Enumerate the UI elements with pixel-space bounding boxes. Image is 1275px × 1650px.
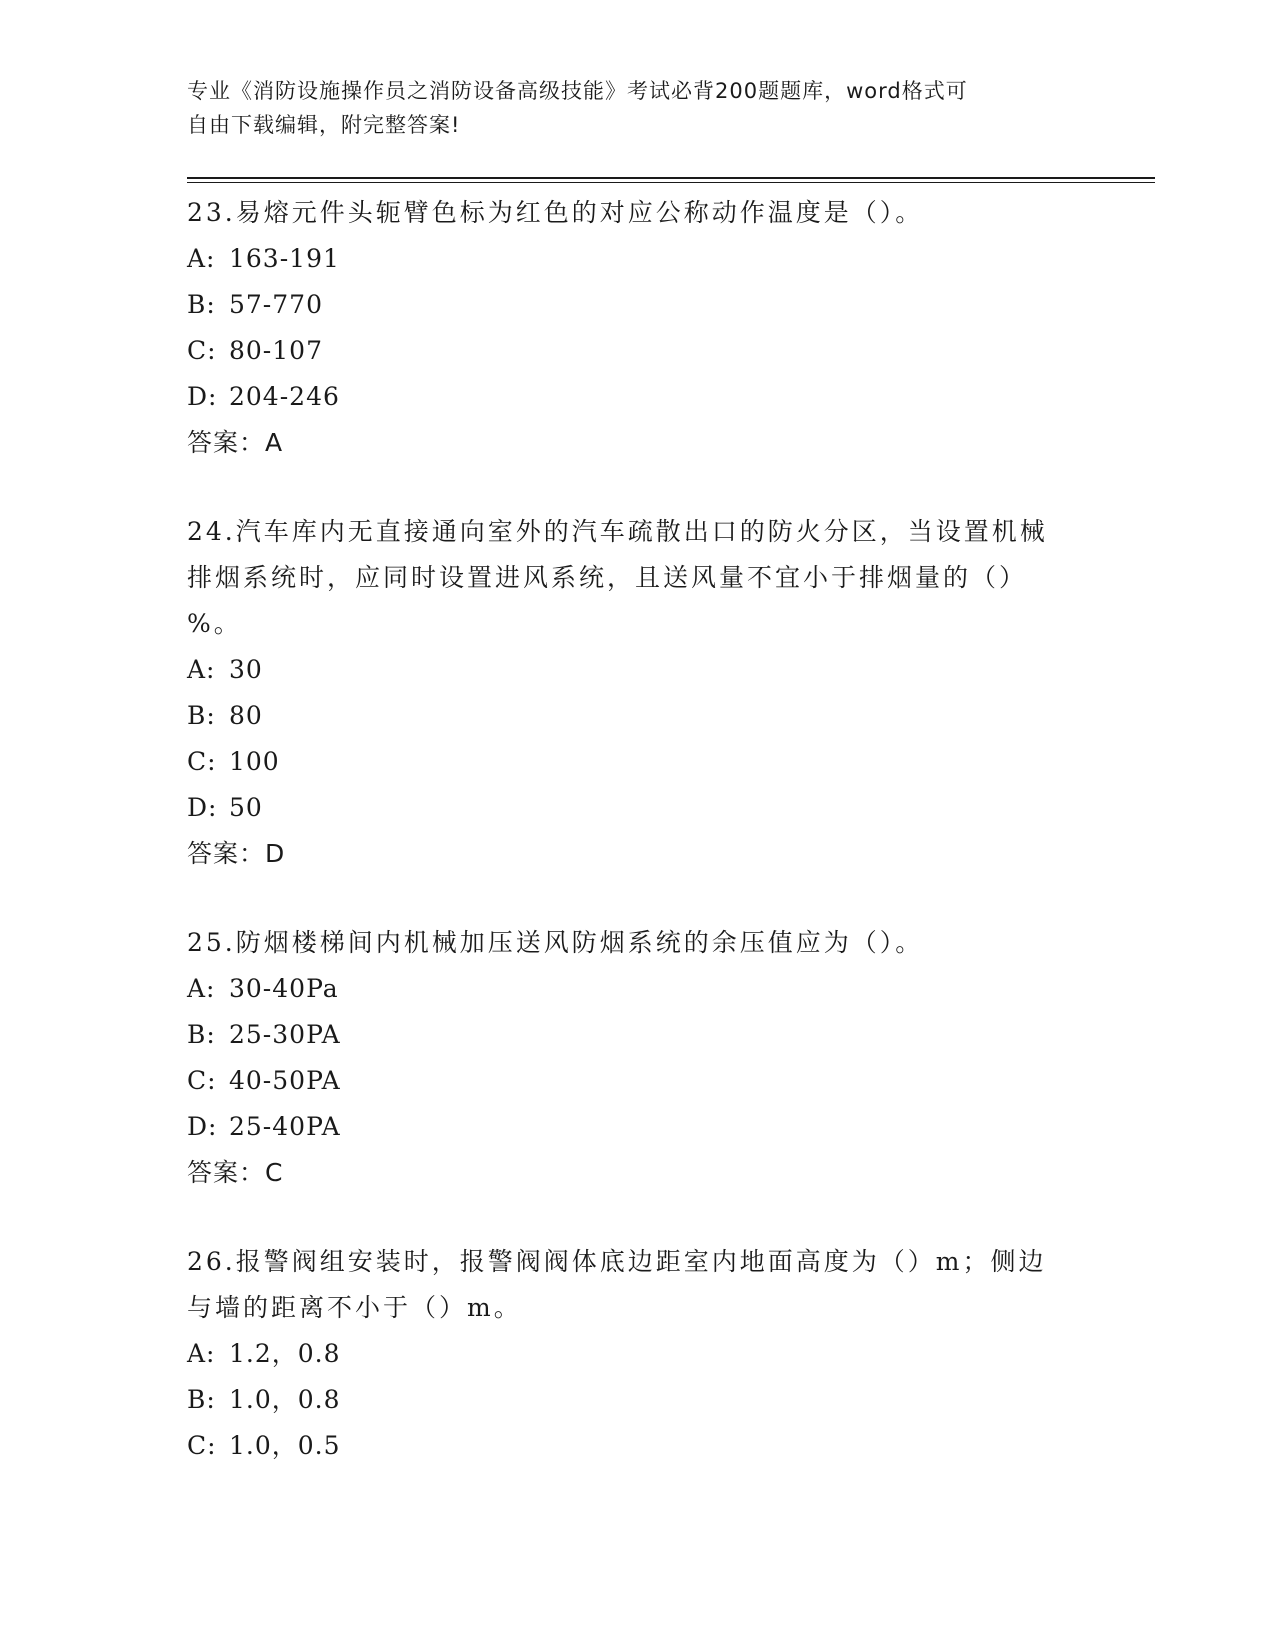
option-text: 50 [229, 793, 263, 822]
answer-line: 答案：D [187, 839, 286, 868]
option-d [187, 1104, 1087, 1150]
header-divider-thin [187, 182, 1155, 183]
option-text: 80-107 [229, 336, 323, 365]
question-stem: 26.报警阀组安装时，报警阀阀体底边距室内地面高度为（）m；侧边与墙的距离不小于（）m。 [187, 1247, 1047, 1322]
option-key: D: [187, 1112, 218, 1141]
option-key: D: [187, 793, 218, 822]
option-b [187, 693, 1087, 739]
question-stem: 24.汽车库内无直接通向室外的汽车疏散出口的防火分区，当设置机械排烟系统时，应同时设置进风系统，且送风量不宜小于排烟量的（）%。 [187, 517, 1048, 638]
option-text: 1.0，0.5 [229, 1431, 341, 1460]
answer-line: 答案：A [187, 428, 284, 457]
option-text: 1.2，0.8 [229, 1339, 341, 1368]
answer-line: 答案：C [187, 1158, 284, 1187]
option-text: 163-191 [229, 244, 340, 273]
header-line-1: 专业《消防设施操作员之消防设备高级技能》考试必背200题题库，word格式可 [187, 79, 968, 103]
option-c [187, 328, 1087, 374]
option-c [187, 1058, 1087, 1104]
option-key: B: [187, 290, 216, 319]
option-key: A: [187, 1339, 216, 1368]
option-d [187, 785, 1087, 831]
question-24 [187, 509, 1087, 877]
option-key: A: [187, 655, 216, 684]
option-text: 1.0，0.8 [229, 1385, 341, 1414]
question-list [187, 190, 1087, 1512]
option-key: C: [187, 747, 217, 776]
option-d [187, 374, 1087, 420]
header-divider-thick [187, 177, 1155, 179]
option-b [187, 1377, 1087, 1423]
option-key: A: [187, 244, 216, 273]
option-key: C: [187, 336, 217, 365]
option-a [187, 236, 1087, 282]
option-a [187, 1331, 1087, 1377]
option-text: 204-246 [229, 382, 340, 411]
option-text: 57-770 [229, 290, 323, 319]
option-key: B: [187, 1385, 216, 1414]
option-text: 30 [229, 655, 263, 684]
question-26 [187, 1239, 1087, 1469]
header-line-2: 自由下载编辑，附完整答案! [187, 113, 461, 137]
option-key: D: [187, 382, 218, 411]
option-c [187, 739, 1087, 785]
question-stem: 25.防烟楼梯间内机械加压送风防烟系统的余压值应为（）。 [187, 928, 924, 957]
option-text: 30-40Pa [229, 974, 339, 1003]
option-text: 100 [229, 747, 280, 776]
document-header [187, 74, 1087, 142]
option-a [187, 966, 1087, 1012]
option-b [187, 282, 1087, 328]
option-a [187, 647, 1087, 693]
option-b [187, 1012, 1087, 1058]
option-text: 25-30PA [229, 1020, 341, 1049]
question-stem: 23.易熔元件头轭臂色标为红色的对应公称动作温度是（）。 [187, 198, 924, 227]
option-c [187, 1423, 1087, 1469]
option-text: 80 [229, 701, 263, 730]
option-text: 40-50PA [229, 1066, 341, 1095]
option-text: 25-40PA [229, 1112, 341, 1141]
option-key: B: [187, 1020, 216, 1049]
option-key: C: [187, 1431, 217, 1460]
question-25 [187, 920, 1087, 1196]
option-key: A: [187, 974, 216, 1003]
question-23 [187, 190, 1087, 466]
option-key: B: [187, 701, 216, 730]
option-key: C: [187, 1066, 217, 1095]
